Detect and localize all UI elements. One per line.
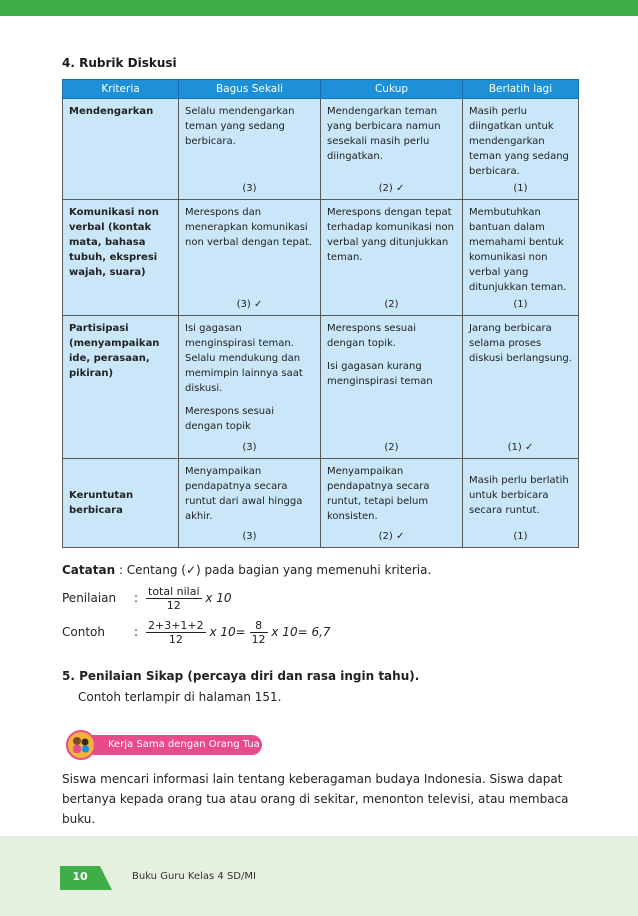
contoh-multiplier-1: x 10= bbox=[209, 625, 246, 639]
page-number: 10 bbox=[72, 870, 88, 883]
cukup-text: Mendengarkan teman yang berbicara namun sesekali masih perlu diingatkan. bbox=[327, 106, 441, 162]
criteria-text: Partisipasi (menyampaikan ide, perasaan, pikiran) bbox=[69, 323, 160, 379]
family-icon bbox=[68, 732, 94, 758]
criteria-cell bbox=[63, 200, 179, 316]
note-line bbox=[62, 563, 431, 577]
criteria-cell bbox=[63, 99, 179, 200]
penilaian-fraction bbox=[146, 585, 202, 612]
contoh-denominator-2: 12 bbox=[251, 633, 266, 646]
cukup-text-2: Isi gagasan kurang menginspirasi teman bbox=[327, 361, 433, 387]
berlatih-text: Membutuhkan bantuan dalam memahami bentuk komunikasi non verbal yang ditunjukkan teman. bbox=[469, 207, 567, 293]
cukup-cell bbox=[321, 316, 463, 459]
score-berlatih: (1) ✓ bbox=[507, 442, 534, 453]
contoh-numerator-2: 8 bbox=[250, 619, 268, 633]
berlatih-cell bbox=[463, 99, 579, 200]
bagus-text: Selalu mendengarkan teman yang sedang berbicara. bbox=[185, 106, 295, 147]
bagus-cell bbox=[179, 99, 321, 200]
score-cukup: (2) ✓ bbox=[378, 531, 405, 542]
berlatih-text: Jarang berbicara selama proses diskusi berlangsung. bbox=[469, 323, 572, 364]
contoh-label: Contoh bbox=[62, 625, 105, 639]
criteria-text: Keruntutan berbicara bbox=[69, 490, 134, 516]
cukup-text: Merespons dengan tepat terhadap komunikasi non verbal yang ditunjukkan teman. bbox=[327, 207, 454, 263]
activity-paragraph: Siswa mencari informasi lain tentang keberagaman budaya Indonesia. Siswa dapat bertanya kepada orang tua atau orang di sekitar, menonton televisi, atau membaca buku. bbox=[62, 772, 569, 826]
cukup-cell bbox=[321, 200, 463, 316]
bagus-cell bbox=[179, 200, 321, 316]
criteria-text: Komunikasi non verbal (kontak mata, bahasa tubuh, ekspresi wajah, suara) bbox=[69, 207, 159, 278]
rubric-table bbox=[62, 79, 579, 548]
berlatih-cell bbox=[463, 200, 579, 316]
rubric-header-row bbox=[63, 80, 579, 99]
cukup-text: Menyampaikan pendapatnya secara runtut, tetapi belum konsisten. bbox=[327, 466, 430, 522]
score-bagus: (3) bbox=[242, 183, 257, 194]
score-cukup: (2) bbox=[384, 442, 399, 453]
banner-label: Kerja Sama dengan Orang Tua bbox=[80, 735, 262, 755]
bagus-text: Isi gagasan menginspirasi teman. Selalu mendukung dan memimpin lainnya saat diskusi. bbox=[185, 323, 303, 394]
section-4-title: 4. Rubrik Diskusi bbox=[62, 56, 177, 70]
score-bagus: (3) bbox=[242, 531, 257, 542]
note-label: Catatan bbox=[62, 563, 116, 577]
book-title: Buku Guru Kelas 4 SD/MI bbox=[132, 871, 256, 882]
header-cukup: Cukup bbox=[321, 80, 463, 99]
berlatih-cell bbox=[463, 459, 579, 548]
bagus-cell bbox=[179, 459, 321, 548]
contoh-denominator-1: 12 bbox=[168, 633, 183, 646]
berlatih-text: Masih perlu berlatih untuk berbicara secara runtut. bbox=[469, 475, 569, 516]
score-cukup: (2) bbox=[384, 299, 399, 310]
penilaian-numerator: total nilai bbox=[148, 585, 200, 598]
header-kriteria: Kriteria bbox=[63, 80, 179, 99]
penilaian-label: Penilaian bbox=[62, 591, 117, 605]
table-row bbox=[63, 200, 579, 316]
score-bagus: (3) ✓ bbox=[236, 299, 263, 310]
contoh-fraction-1 bbox=[146, 619, 206, 646]
page-number-badge bbox=[60, 866, 120, 890]
section-5-subtitle: Contoh terlampir di halaman 151. bbox=[78, 690, 282, 704]
cukup-text: Merespons sesuai dengan topik. bbox=[327, 323, 417, 349]
contoh-formula bbox=[62, 619, 331, 646]
family-illustration-icon bbox=[66, 730, 96, 760]
score-cukup: (2) ✓ bbox=[378, 183, 405, 194]
penilaian-colon: : bbox=[134, 591, 139, 605]
score-berlatih: (1) bbox=[513, 183, 528, 194]
berlatih-text: Masih perlu diingatkan untuk mendengarkan teman yang sedang berbicara. bbox=[469, 106, 569, 177]
table-row bbox=[63, 316, 579, 459]
score-berlatih: (1) bbox=[513, 531, 528, 542]
contoh-numerator-1: 2+3+1+2 bbox=[148, 619, 204, 632]
table-row bbox=[63, 459, 579, 548]
contoh-colon: : bbox=[134, 625, 139, 639]
bagus-text: Merespons dan menerapkan komunikasi non verbal dengan tepat. bbox=[185, 207, 313, 248]
cukup-cell bbox=[321, 459, 463, 548]
top-color-bar bbox=[0, 0, 638, 16]
penilaian-formula bbox=[62, 585, 232, 612]
bagus-text: Menyampaikan pendapatnya secara runtut dari awal hingga akhir. bbox=[185, 466, 303, 522]
criteria-cell bbox=[63, 459, 179, 548]
section-5-title: 5. Penilaian Sikap (percaya diri dan rasa ingin tahu). bbox=[62, 669, 420, 683]
header-bagus-sekali: Bagus Sekali bbox=[179, 80, 321, 99]
score-bagus: (3) bbox=[242, 442, 257, 453]
penilaian-multiplier: x 10 bbox=[205, 591, 232, 605]
contoh-result: x 10= 6,7 bbox=[271, 625, 331, 639]
criteria-text: Mendengarkan bbox=[69, 106, 154, 117]
criteria-cell bbox=[63, 316, 179, 459]
bagus-text-2: Merespons sesuai dengan topik bbox=[185, 406, 275, 432]
bagus-cell bbox=[179, 316, 321, 459]
contoh-fraction-2 bbox=[250, 619, 268, 646]
berlatih-cell bbox=[463, 316, 579, 459]
table-row bbox=[63, 99, 579, 200]
header-berlatih-lagi: Berlatih lagi bbox=[463, 80, 579, 99]
note-text: : Centang (✓) pada bagian yang memenuhi kriteria. bbox=[115, 563, 432, 577]
penilaian-denominator: 12 bbox=[166, 599, 181, 612]
cukup-cell bbox=[321, 99, 463, 200]
parent-cooperation-banner bbox=[66, 730, 262, 760]
score-berlatih: (1) bbox=[513, 299, 528, 310]
